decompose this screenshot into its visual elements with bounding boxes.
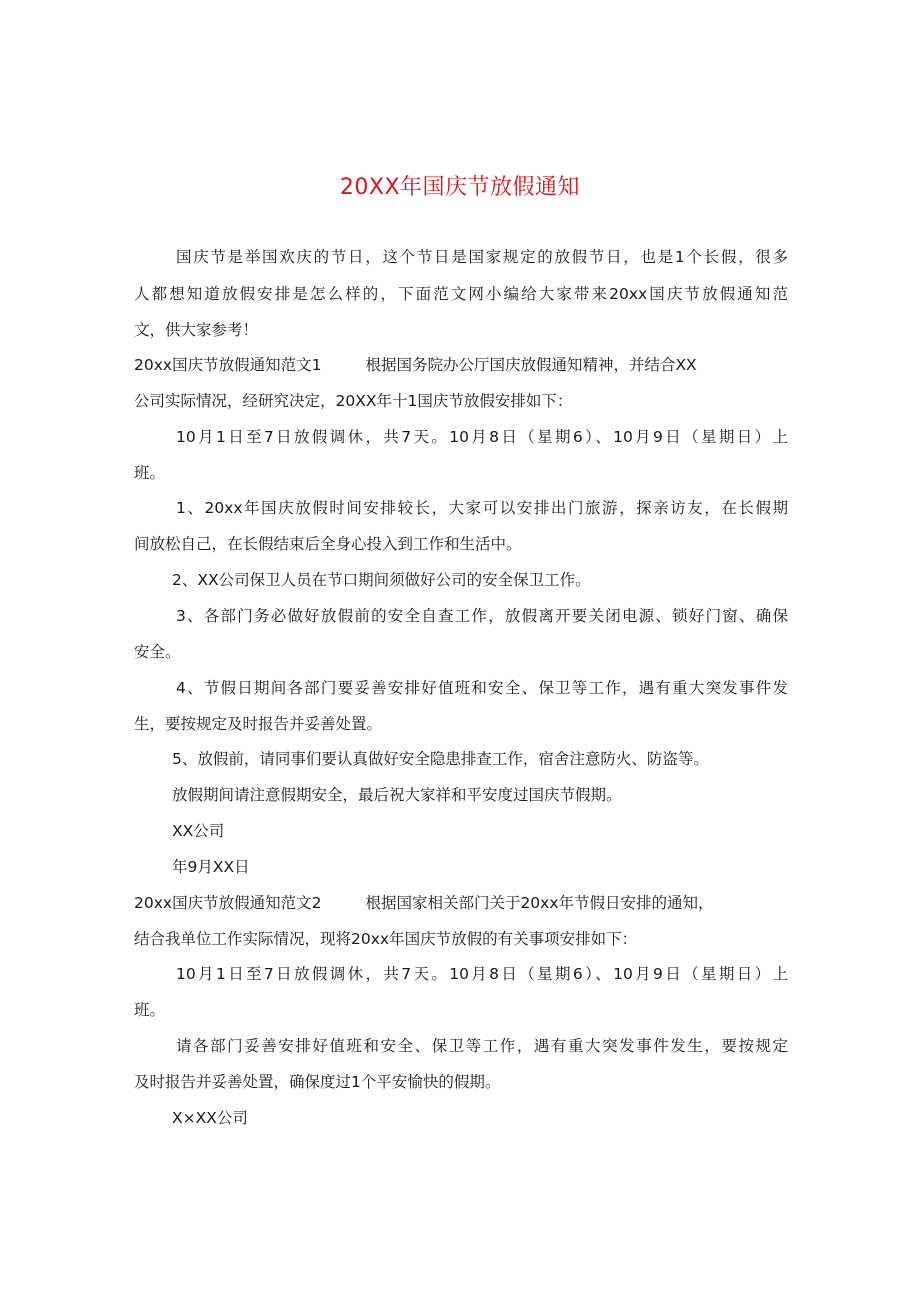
sample1-item4-line-2: 生，要按规定及时报告并妥善处置。 xyxy=(134,715,383,733)
sample1-item4-line-1: 4、节假日期间各部门要妥善安排好值班和安全、保卫等工作，遇有重大突发事件发 xyxy=(176,679,788,697)
sample1-item1-line-2: 间放松自己，在长假结束后全身心投入到工作和生活中。 xyxy=(134,535,522,553)
sample2-heading: 20xx国庆节放假通知范文2 xyxy=(134,894,322,912)
sample1-line-2: 公司实际情况，经研究决定，20XX年十1国庆节放假安排如下： xyxy=(134,392,573,410)
sample2-para-line-1: 请各部门妥善安排好值班和安全、保卫等工作，遇有重大突发事件发生，要按规定 xyxy=(176,1037,788,1055)
sample1-item3-line-2: 安全。 xyxy=(134,643,181,661)
sample2-schedule-line-1: 10月1日至7日放假调休，共7天。10月8日（星期6）、10月9日（星期日）上 xyxy=(176,965,788,983)
sample1-intro-text: 根据国务院办公厅国庆放假通知精神，并结合XX xyxy=(365,356,697,374)
intro-line-3: 文，供大家参考！ xyxy=(134,321,259,339)
sample1-heading-line xyxy=(134,355,697,375)
sample1-schedule-line-2: 班。 xyxy=(134,464,166,482)
sample1-item1-line-1: 1、20xx年国庆放假时间安排较长，大家可以安排出门旅游，探亲访友，在长假期 xyxy=(176,499,788,517)
sample2-company: X×XX公司 xyxy=(172,1109,248,1127)
sample1-item5: 5、放假前，请同事们要认真做好安全隐患排查工作，宿舍注意防火、防盗等。 xyxy=(172,750,709,768)
sample2-intro-text: 根据国家相关部门关于20xx年节假日安排的通知， xyxy=(365,894,714,912)
sample1-closing: 放假期间请注意假期安全，最后祝大家祥和平安度过国庆节假期。 xyxy=(172,786,622,804)
document-title: 20XX年国庆节放假通知 xyxy=(339,175,581,200)
sample2-para-line-2: 及时报告并妥善处置，确保度过1个平安愉快的假期。 xyxy=(134,1073,501,1091)
sample1-company: XX公司 xyxy=(172,822,225,840)
sample1-schedule-line-1: 10月1日至7日放假调休，共7天。10月8日（星期6）、10月9日（星期日）上 xyxy=(176,428,788,446)
sample2-schedule-line-2: 班。 xyxy=(134,1001,166,1019)
sample1-date: 年9月XX日 xyxy=(172,858,250,876)
sample2-heading-line xyxy=(134,893,714,913)
sample1-heading: 20xx国庆节放假通知范文1 xyxy=(134,356,322,374)
sample1-item3-line-1: 3、各部门务必做好放假前的安全自查工作，放假离开要关闭电源、锁好门窗、确保 xyxy=(176,607,788,625)
sample2-line-2: 结合我单位工作实际情况，现将20xx年国庆节放假的有关事项安排如下： xyxy=(134,930,638,948)
intro-line-2: 人都想知道放假安排是怎么样的，下面范文网小编给大家带来20xx国庆节放假通知范 xyxy=(134,285,788,303)
intro-line-1: 国庆节是举国欢庆的节日，这个节日是国家规定的放假节日，也是1个长假，很多 xyxy=(176,248,788,266)
sample1-item2: 2、XX公司保卫人员在节口期间须做好公司的安全保卫工作。 xyxy=(172,571,591,589)
